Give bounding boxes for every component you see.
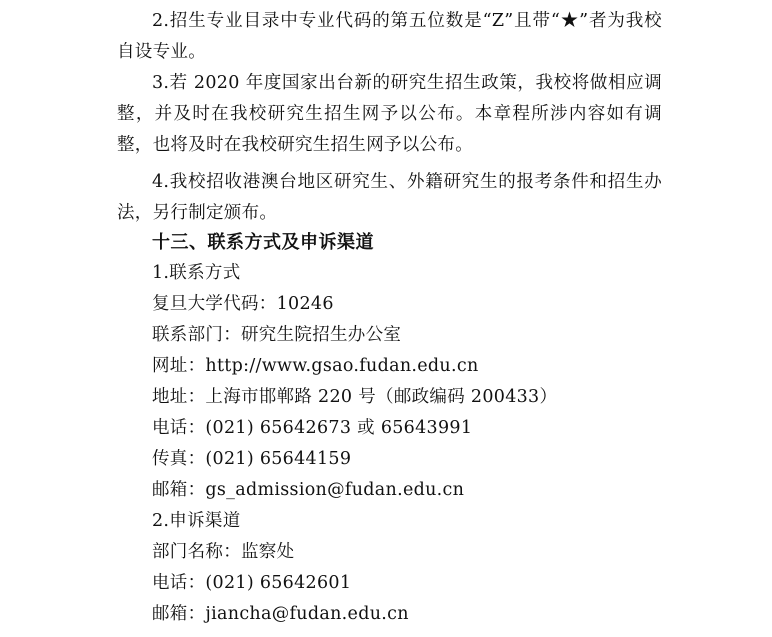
contact-subheading: 1.联系方式 (152, 263, 241, 283)
university-code: 复旦大学代码：10246 (152, 294, 334, 314)
contact-email: 邮箱：gs_admission@fudan.edu.cn (152, 480, 465, 500)
contact-phone: 电话：(021) 65642673 或 65643991 (152, 418, 473, 438)
section-13-title: 十三、联系方式及申诉渠道 (152, 232, 374, 253)
note-self-established-majors: 2.招生专业目录中专业代码的第五位数是“Z”且带“★”者为我校自设专业。 (117, 11, 662, 62)
note-policy-adjustment: 3.若 2020 年度国家出台新的研究生招生政策，我校将做相应调整，并及时在我校研究生招生网予以公布。本章程所涉内容如有调整，也将及时在我校研究生招生网予以公布。 (117, 73, 662, 155)
appeal-subheading: 2.申诉渠道 (152, 511, 241, 531)
appeal-phone: 电话：(021) 65642601 (152, 573, 352, 593)
appeal-email: 邮箱：jiancha@fudan.edu.cn (152, 604, 409, 624)
contact-fax: 传真：(021) 65644159 (152, 449, 352, 469)
contact-website: 网址：http://www.gsao.fudan.edu.cn (152, 356, 479, 376)
contact-department: 联系部门：研究生院招生办公室 (152, 325, 402, 345)
contact-address: 地址：上海市邯郸路 220 号（邮政编码 200433） (152, 387, 558, 407)
note-hmt-international-students: 4.我校招收港澳台地区研究生、外籍研究生的报考条件和招生办法，另行制定颁布。 (117, 172, 662, 223)
appeal-department: 部门名称：监察处 (152, 542, 295, 562)
